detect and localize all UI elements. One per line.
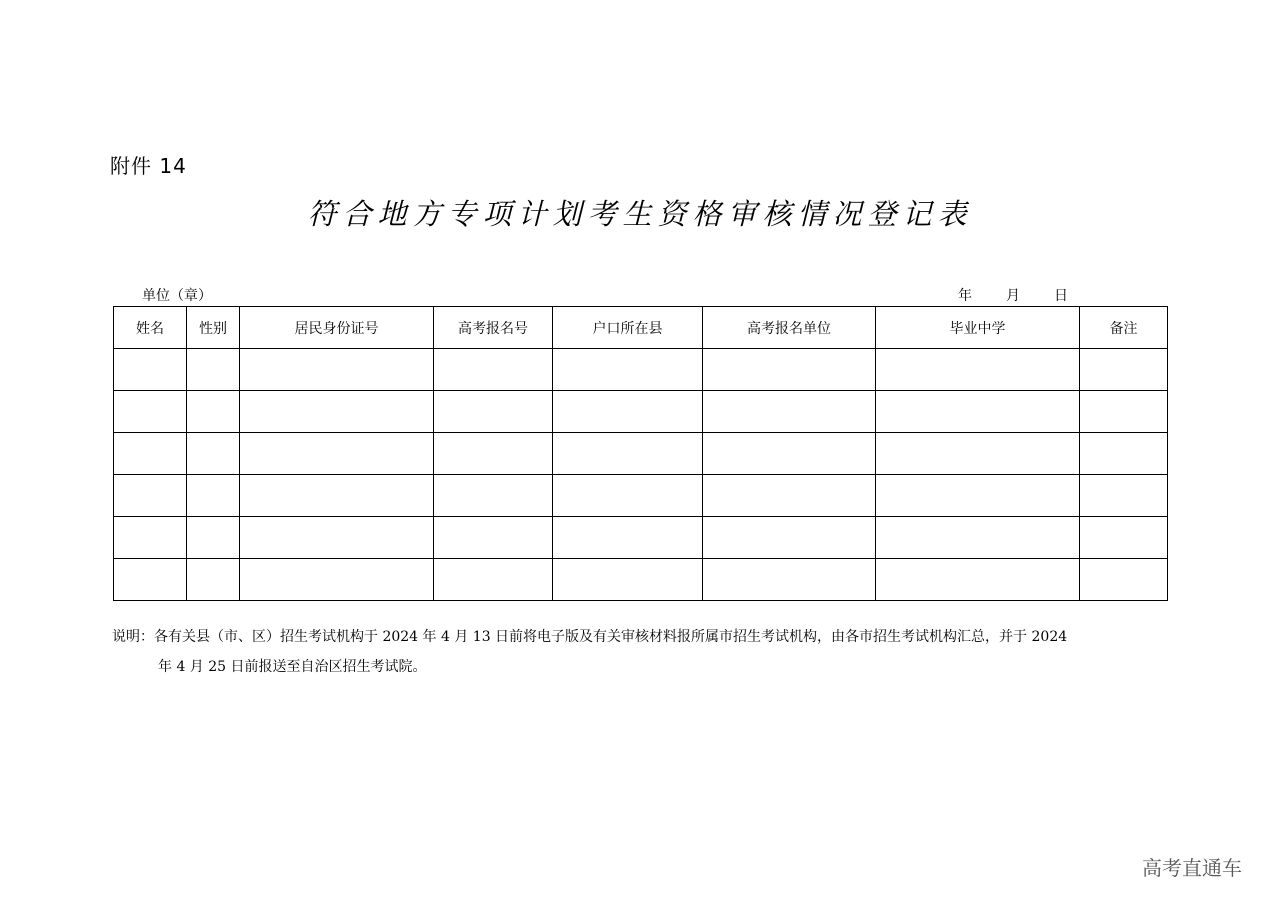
table-cell (876, 349, 1080, 391)
header-gender: 性别 (187, 307, 240, 349)
table-cell (703, 391, 876, 433)
table-cell (187, 349, 240, 391)
table-cell (187, 475, 240, 517)
table-cell (553, 391, 703, 433)
header-name: 姓名 (114, 307, 187, 349)
table-header-row (114, 307, 1168, 349)
table-cell (1080, 349, 1168, 391)
table-cell (876, 559, 1080, 601)
watermark-text: 高考直通车 (1142, 856, 1242, 880)
attachment-label: 附件 14 (110, 154, 187, 178)
table-cell (703, 349, 876, 391)
table-cell (553, 475, 703, 517)
table-cell (553, 517, 703, 559)
registration-table (113, 306, 1168, 601)
table-cell (703, 433, 876, 475)
document-title: 符合地方专项计划考生资格审核情况登记表 (307, 197, 973, 231)
table-cell (434, 391, 553, 433)
table-cell (114, 475, 187, 517)
table-cell (114, 433, 187, 475)
table-row (114, 433, 1168, 475)
table-cell (434, 559, 553, 601)
date-day-label: 日 (1054, 288, 1068, 304)
table-cell (114, 349, 187, 391)
table-cell (240, 475, 434, 517)
table-row (114, 349, 1168, 391)
table-cell (703, 517, 876, 559)
table-cell (876, 433, 1080, 475)
table-cell (553, 433, 703, 475)
table-cell (434, 475, 553, 517)
date-month-label: 月 (1006, 288, 1020, 304)
header-remarks: 备注 (1080, 307, 1168, 349)
unit-seal-label: 单位（章） (142, 288, 212, 304)
table-cell (703, 475, 876, 517)
table-cell (240, 391, 434, 433)
table-row (114, 391, 1168, 433)
table-cell (1080, 391, 1168, 433)
table-cell (187, 559, 240, 601)
table-cell (187, 433, 240, 475)
header-graduating-school: 毕业中学 (876, 307, 1080, 349)
date-line (958, 285, 1068, 305)
table-cell (434, 349, 553, 391)
table-cell (876, 391, 1080, 433)
table-cell (553, 349, 703, 391)
header-registration-unit: 高考报名单位 (703, 307, 876, 349)
table-cell (1080, 559, 1168, 601)
table-cell (703, 559, 876, 601)
table-cell (187, 517, 240, 559)
table-cell (114, 559, 187, 601)
table-cell (434, 517, 553, 559)
table-cell (187, 391, 240, 433)
table-cell (876, 475, 1080, 517)
header-exam-registration-number: 高考报名号 (434, 307, 553, 349)
table-cell (114, 391, 187, 433)
table-row (114, 559, 1168, 601)
header-household-county: 户口所在县 (553, 307, 703, 349)
table-cell (434, 433, 553, 475)
table-cell (1080, 475, 1168, 517)
table-cell (1080, 517, 1168, 559)
table-cell (553, 559, 703, 601)
table-cell (114, 517, 187, 559)
table-cell (1080, 433, 1168, 475)
table-cell (240, 433, 434, 475)
header-id-number: 居民身份证号 (240, 307, 434, 349)
table-cell (240, 559, 434, 601)
table-cell (240, 349, 434, 391)
note-line-1: 说明：各有关县（市、区）招生考试机构于 2024 年 4 月 13 日前将电子版及有关审核材料报所属市招生考试机构，由各市招生考试机构汇总，并于 2024 (112, 629, 1068, 645)
table-row (114, 517, 1168, 559)
note-line-2: 年 4 月 25 日前报送至自治区招生考试院。 (158, 659, 427, 675)
explanation-note (112, 622, 1172, 682)
date-year-label: 年 (958, 288, 972, 304)
table-cell (240, 517, 434, 559)
table-cell (876, 517, 1080, 559)
table-row (114, 475, 1168, 517)
